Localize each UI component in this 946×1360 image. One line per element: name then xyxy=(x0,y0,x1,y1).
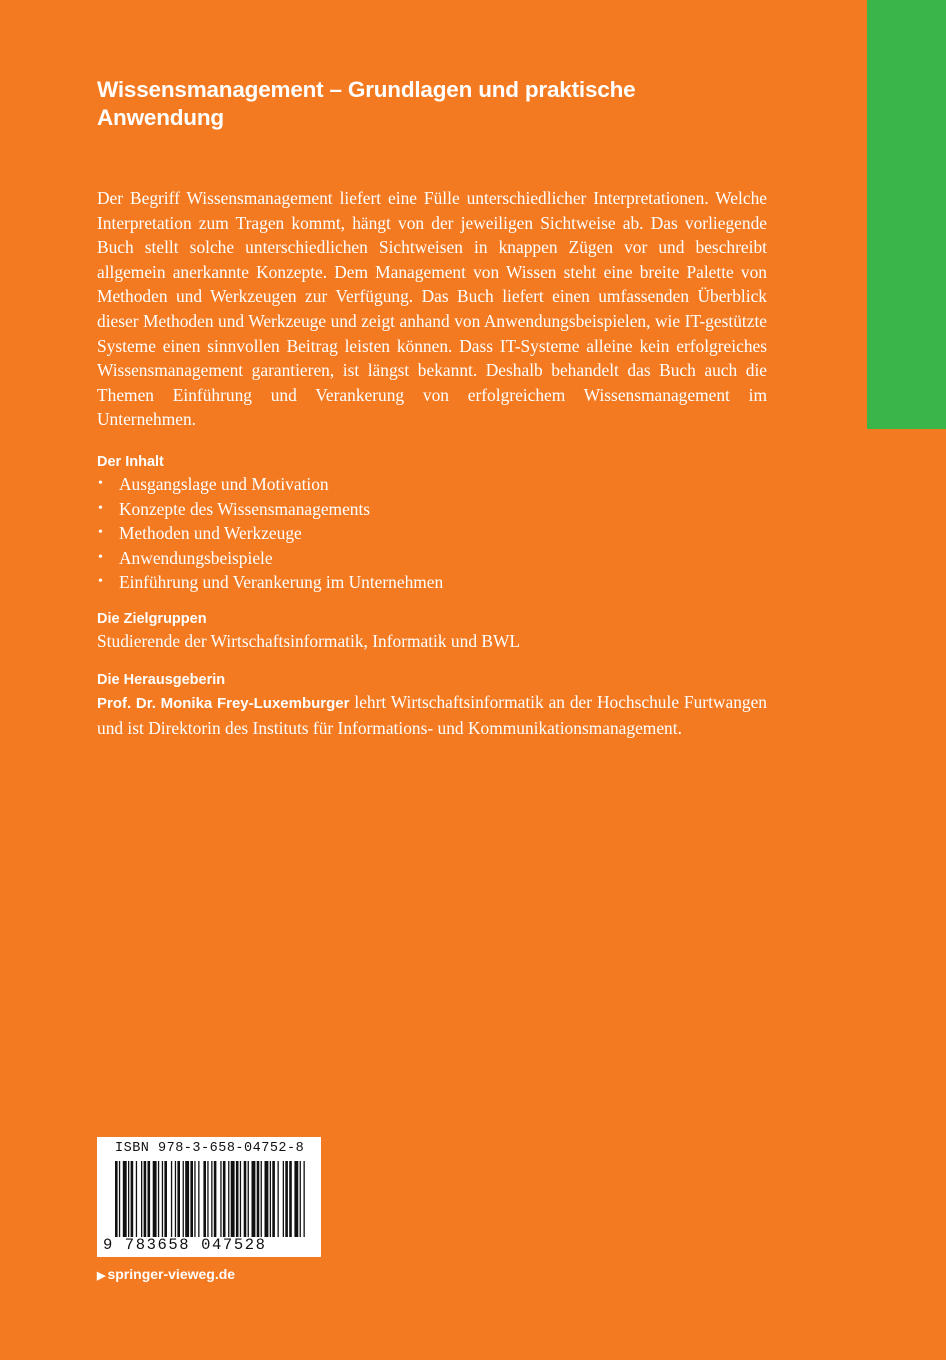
bullet-icon: • xyxy=(98,525,103,541)
editor-bio-text: lehrt Wirtschaftsinformatik an der Hochschule Furtwangen und ist Direktorin des Instituts für Informations- und Kommunikationsmanagement. xyxy=(97,691,767,739)
barcode-bar xyxy=(304,1161,305,1237)
barcode-bar xyxy=(131,1161,134,1237)
barcode-digits: 9 783658 047528 xyxy=(103,1236,267,1254)
green-accent-tab xyxy=(867,0,946,429)
barcode-bar xyxy=(220,1161,221,1237)
barcode-bar xyxy=(115,1161,118,1237)
barcode-bar xyxy=(272,1161,275,1237)
barcode-bar xyxy=(214,1161,217,1237)
barcode-bar xyxy=(289,1161,292,1237)
barcode-bar xyxy=(228,1161,229,1237)
barcode-bar xyxy=(203,1161,206,1237)
barcode-bar xyxy=(141,1161,142,1237)
barcode-bar xyxy=(252,1161,256,1237)
bullet-icon: • xyxy=(98,549,103,565)
barcode-bar xyxy=(175,1161,176,1237)
barcode-bar xyxy=(123,1161,127,1237)
barcode-bar xyxy=(285,1161,288,1237)
publisher-url: springer-vieweg.de xyxy=(107,1266,236,1282)
barcode-bar xyxy=(144,1161,147,1237)
editor-bio xyxy=(97,690,767,741)
barcode-bar xyxy=(185,1161,189,1237)
barcode-bar xyxy=(294,1161,298,1237)
barcode-bar xyxy=(248,1161,249,1237)
barcode-bar xyxy=(164,1161,167,1237)
bullet-icon: • xyxy=(98,574,103,590)
list-item: • Konzepte des Wissensmanagements xyxy=(97,497,767,522)
barcode-bar xyxy=(211,1161,212,1237)
barcode-bar xyxy=(207,1161,208,1237)
bullet-icon: • xyxy=(98,475,103,491)
contents-list xyxy=(97,472,767,595)
isbn-label: ISBN 978-3-658-04752-8 xyxy=(115,1141,305,1156)
barcode-bar xyxy=(236,1161,239,1237)
barcode-bar xyxy=(171,1161,172,1237)
editor-name: Prof. Dr. Monika Frey-Luxemburger xyxy=(97,694,350,712)
barcode-bar xyxy=(194,1161,195,1237)
bullet-icon: • xyxy=(98,500,103,516)
contents-heading: Der Inhalt xyxy=(97,453,164,470)
list-item: • Methoden und Werkzeuge xyxy=(97,521,767,546)
barcode-bar xyxy=(300,1161,301,1237)
barcode-bar xyxy=(265,1161,269,1237)
barcode-bar xyxy=(148,1161,151,1237)
arrow-right-icon: ▶ xyxy=(97,1270,106,1282)
barcode-bar xyxy=(158,1161,159,1237)
book-title: Wissensmanagement – Grundlagen und praktische Anwendung xyxy=(97,77,636,130)
barcode-bar xyxy=(240,1161,241,1237)
barcode-bar xyxy=(278,1161,279,1237)
list-item: • Anwendungsbeispiele xyxy=(97,546,767,571)
barcode-bar xyxy=(244,1161,247,1237)
barcode-bar xyxy=(198,1161,199,1237)
barcode-bar xyxy=(153,1161,157,1237)
barcode-bar xyxy=(257,1161,260,1237)
editor-heading: Die Herausgeberin xyxy=(97,671,226,688)
barcode-bar xyxy=(119,1161,120,1237)
barcode-bar xyxy=(231,1161,235,1237)
publisher-link[interactable] xyxy=(97,1266,235,1282)
barcode-bar xyxy=(128,1161,129,1237)
barcode-bar xyxy=(223,1161,226,1237)
book-description: Der Begriff Wissensmanagement liefert eine Fülle unterschiedlicher Interpretationen. Welche Interpretation zum Tragen kommt, hängt von der jeweiligen Sichtweise ab. Das vorliegende Buch stellt solche unterschiedlichen Sichtweisen in knappen Zügen vor und beschreibt allgemein anerkannte Konzepte. Dem Management von Wissen steht eine breite Palette von Methoden und Werkzeugen zur Verfügung. Das Buch liefert einen umfassenden Überblick dieser Methoden und Werkzeuge und zeigt anhand von Anwendungsbeispielen, wie IT-gestützte Systeme einen sinnvollen Beitrag leisten können. Dass IT-Systeme alleine kein erfolgreiches Wissensmanagement garantieren, ist längst bekannt. Deshalb behandelt das Buch auch die Themen Einführung und Verankerung von erfolgreichem Wissensmanagement im Unternehmen. xyxy=(97,188,767,430)
list-item: • Ausgangslage und Motivation xyxy=(97,472,767,497)
barcode-icon xyxy=(115,1161,305,1237)
barcode-bar xyxy=(283,1161,284,1237)
target-groups-text: Studierende der Wirtschaftsinformatik, Informatik und BWL xyxy=(97,630,521,651)
target-groups-heading: Die Zielgruppen xyxy=(97,610,207,627)
barcode-bar xyxy=(177,1161,180,1237)
barcode-bar xyxy=(261,1161,262,1237)
barcode-bar xyxy=(270,1161,271,1237)
barcode-bar xyxy=(183,1161,184,1237)
barcode-bar xyxy=(136,1161,137,1237)
barcode-box xyxy=(97,1137,321,1257)
barcode-bar xyxy=(190,1161,193,1237)
back-cover-content xyxy=(97,76,767,741)
barcode-bar xyxy=(162,1161,163,1237)
list-item: • Einführung und Verankerung im Unternehmen xyxy=(97,570,767,595)
